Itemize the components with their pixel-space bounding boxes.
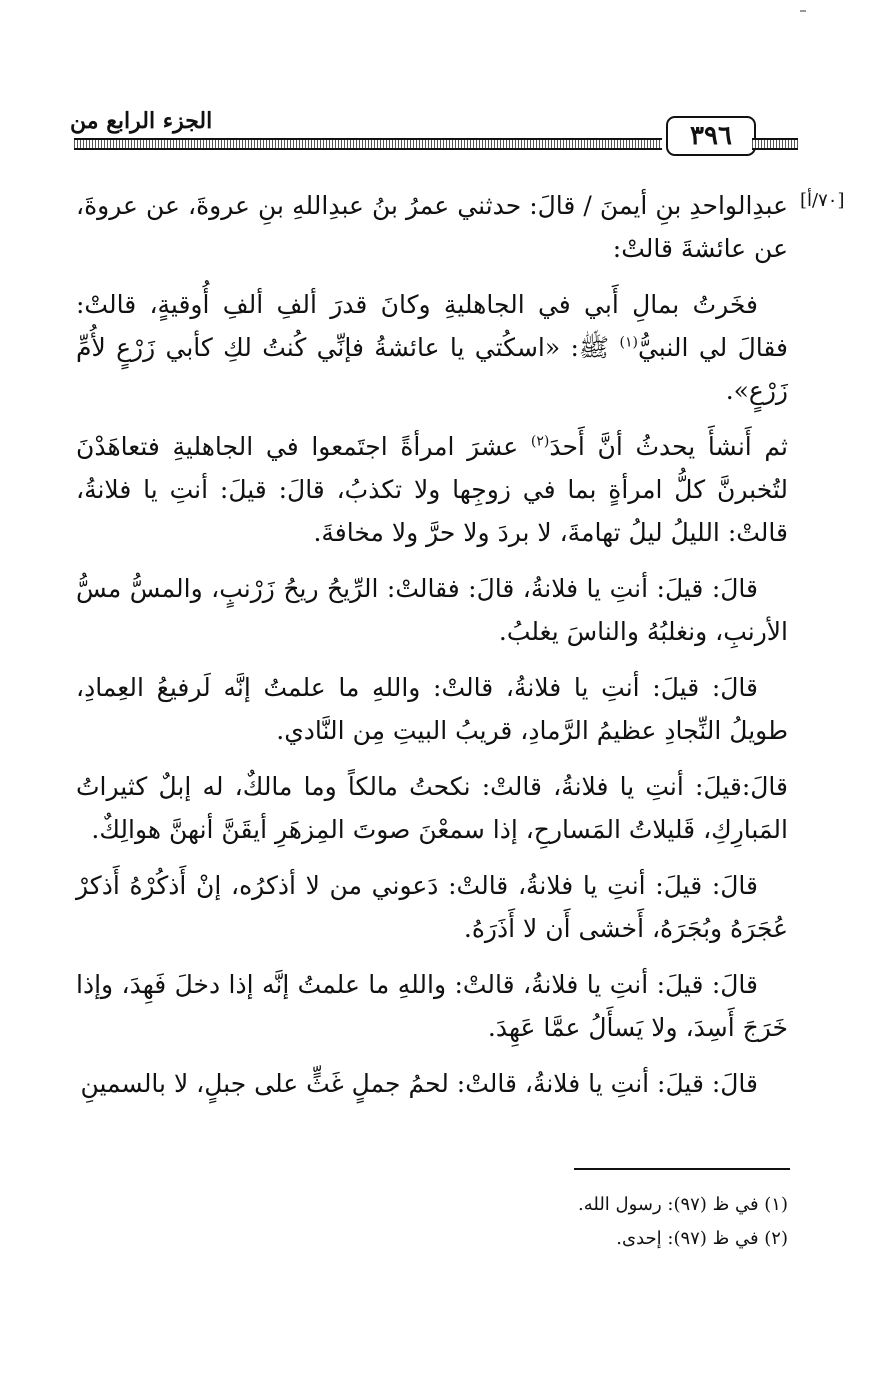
footnote-ref-2: (٢) <box>530 433 550 450</box>
paragraph-1: عبدِالواحدِ بنِ أيمنَ / قالَ: حدثني عمرُ بنُ عبدِاللهِ بنِ عروةَ، عن عروةَ، عن عائشةَ قالتْ: <box>76 191 788 263</box>
paragraph-2-tail: ﷺ: «اسكُتي يا عائشةُ فإنِّي كُنتُ لكِ كأبي زَرْعٍ لأُمِّ زَرْعٍ». <box>76 333 788 405</box>
footnote-2: (٢) في ظ (٩٧): إحدى. <box>616 1228 788 1249</box>
paragraph-3-tail: عشرَ امرأةً اجتَمعوا في الجاهليةِ فتعاهَدْنَ لتُخبرنَّ كلُّ امرأةٍ بما في زوجِها ولا تكذبُ، قالَ: قيلَ: أنتِ يا فلانةُ، قالتْ: الليلُ ليلُ تهامةَ، لا بردَ ولا حرَّ ولا مخافةَ. <box>76 432 788 547</box>
paragraph-8: قالَ: قيلَ: أنتِ يا فلانةُ، قالتْ: واللهِ ما علمتُ إنَّه إذا دخلَ فَهِدَ، وإذا خَرَجَ أَسِدَ، ولا يَسأَلُ عمَّا عَهِدَ. <box>76 970 788 1042</box>
manuscript-folio-ref: [٧٠/أ] <box>800 190 845 211</box>
paragraph-6: قالَ:قيلَ: أنتِ يا فلانةُ، قالتْ: نكحتُ مالكاً وما مالكٌ، له إبلٌ كثيراتُ المَبارِكِ، قَليلاتُ المَسارحِ، إذا سمعْنَ صوتَ المِزهَرِ أيقَنَّ أنهنَّ هوالِكٌ. <box>76 772 788 844</box>
scan-mark <box>800 10 806 12</box>
paragraph-5: قالَ: قيلَ: أنتِ يا فلانةُ، قالتْ: واللهِ ما علمتُ إنَّه لَرفيعُ العِمادِ، طويلُ النِّجادِ عظيمُ الرَّمادِ، قريبُ البيتِ مِن النَّادي. <box>76 673 788 745</box>
paragraph-3 <box>76 425 788 554</box>
footnote-ref-1: (١) <box>619 334 638 351</box>
footnote-1: (١) في ظ (٩٧): رسول الله. <box>577 1194 788 1215</box>
header-rule-left <box>74 138 662 150</box>
footnotes <box>76 1188 788 1256</box>
main-text <box>76 184 788 1118</box>
paragraph-9: قالَ: قيلَ: أنتِ يا فلانةُ، قالتْ: لحمُ جملٍ غَثٍّ على جبلٍ، لا بالسمينِ <box>80 1069 758 1098</box>
paragraph-2-text: فخَرتُ بمالِ أَبي في الجاهليةِ وكانَ قدرَ ألفِ ألفِ أُوقيةٍ، قالتْ: فقالَ لي النبيُّ <box>76 290 789 362</box>
paragraph-4: قالَ: قيلَ: أنتِ يا فلانةُ، قالَ: فقالتْ: الرِّيحُ ريحُ زَرْنبٍ، والمسُّ مسُّ الأرنبِ، ونغلبُهُ والناسَ يغلبُ. <box>76 574 788 646</box>
paragraph-2 <box>76 283 788 412</box>
paragraph-3-text: ثم أَنشأَ يحدثُ أنَّ أَحدَ <box>549 432 788 461</box>
paragraph-7: قالَ: قيلَ: أنتِ يا فلانةُ، قالتْ: دَعوني من لا أذكرُه، إنْ أَذكُرْهُ أَذكرْ عُجَرَهُ وبُجَرَهُ، أَخشى أَن لا أَذَرَهُ. <box>76 871 788 943</box>
header-rule-right <box>752 138 798 150</box>
footnote-separator <box>574 1168 790 1170</box>
page-number: ٣٩٦ <box>666 116 756 156</box>
running-header: الجزء الرابع من <box>70 108 213 134</box>
